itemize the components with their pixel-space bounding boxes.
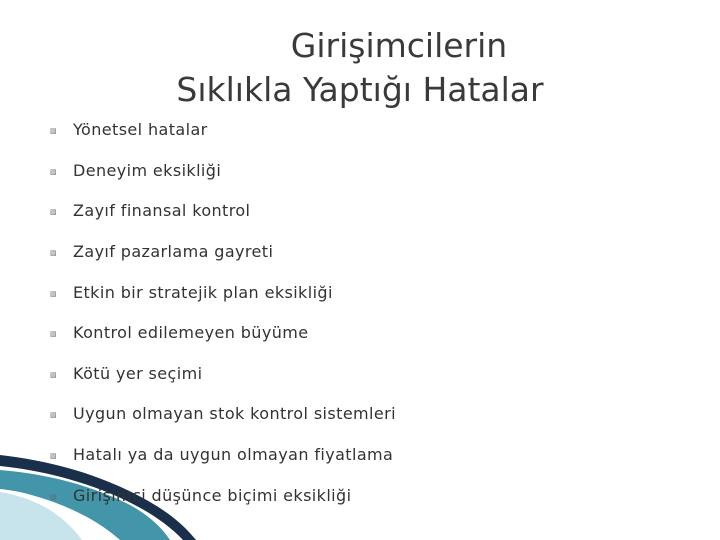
bullet-square-icon: ▧: [50, 208, 57, 216]
bullet-square-icon: ▧: [50, 127, 57, 135]
list-item: [0, 281, 720, 307]
bullet-square-icon: ▧: [50, 452, 57, 460]
list-item-text: Yönetsel hatalar: [73, 120, 208, 139]
list-item: [0, 362, 720, 388]
list-item-text: Deneyim eksikliği: [73, 161, 222, 180]
list-item-text: Uygun olmayan stok kontrol sistemleri: [73, 404, 396, 423]
list-item: [0, 118, 720, 144]
list-item: [0, 484, 720, 510]
bullet-square-icon: ▧: [50, 168, 57, 176]
list-item: [0, 199, 720, 225]
bullet-square-icon: ▧: [50, 411, 57, 419]
list-item-text: Girişimci düşünce biçimi eksikliği: [73, 486, 352, 505]
bullet-square-icon: ▧: [50, 330, 57, 338]
list-item: [0, 402, 720, 428]
list-item-text: Kontrol edilemeyen büyüme: [73, 323, 309, 342]
list-item-text: Kötü yer seçimi: [73, 364, 203, 383]
bullet-square-icon: ▧: [50, 493, 57, 501]
list-item-text: Hatalı ya da uygun olmayan fiyatlama: [73, 445, 394, 464]
bullet-square-icon: ▧: [50, 371, 57, 379]
bullet-square-icon: ▧: [50, 249, 57, 257]
list-item: [0, 159, 720, 185]
list-item-text: Zayıf pazarlama gayreti: [73, 242, 274, 261]
list-item-text: Etkin bir stratejik plan eksikliği: [73, 283, 333, 302]
bullet-square-icon: ▧: [50, 290, 57, 298]
list-item-text: Zayıf finansal kontrol: [73, 201, 251, 220]
list-item: [0, 443, 720, 469]
list-item: [0, 321, 720, 347]
list-item: [0, 240, 720, 266]
title-line-1: Girişimcilerin: [290, 26, 508, 65]
title-line-2: Sıklıkla Yaptığı Hatalar: [176, 70, 544, 109]
